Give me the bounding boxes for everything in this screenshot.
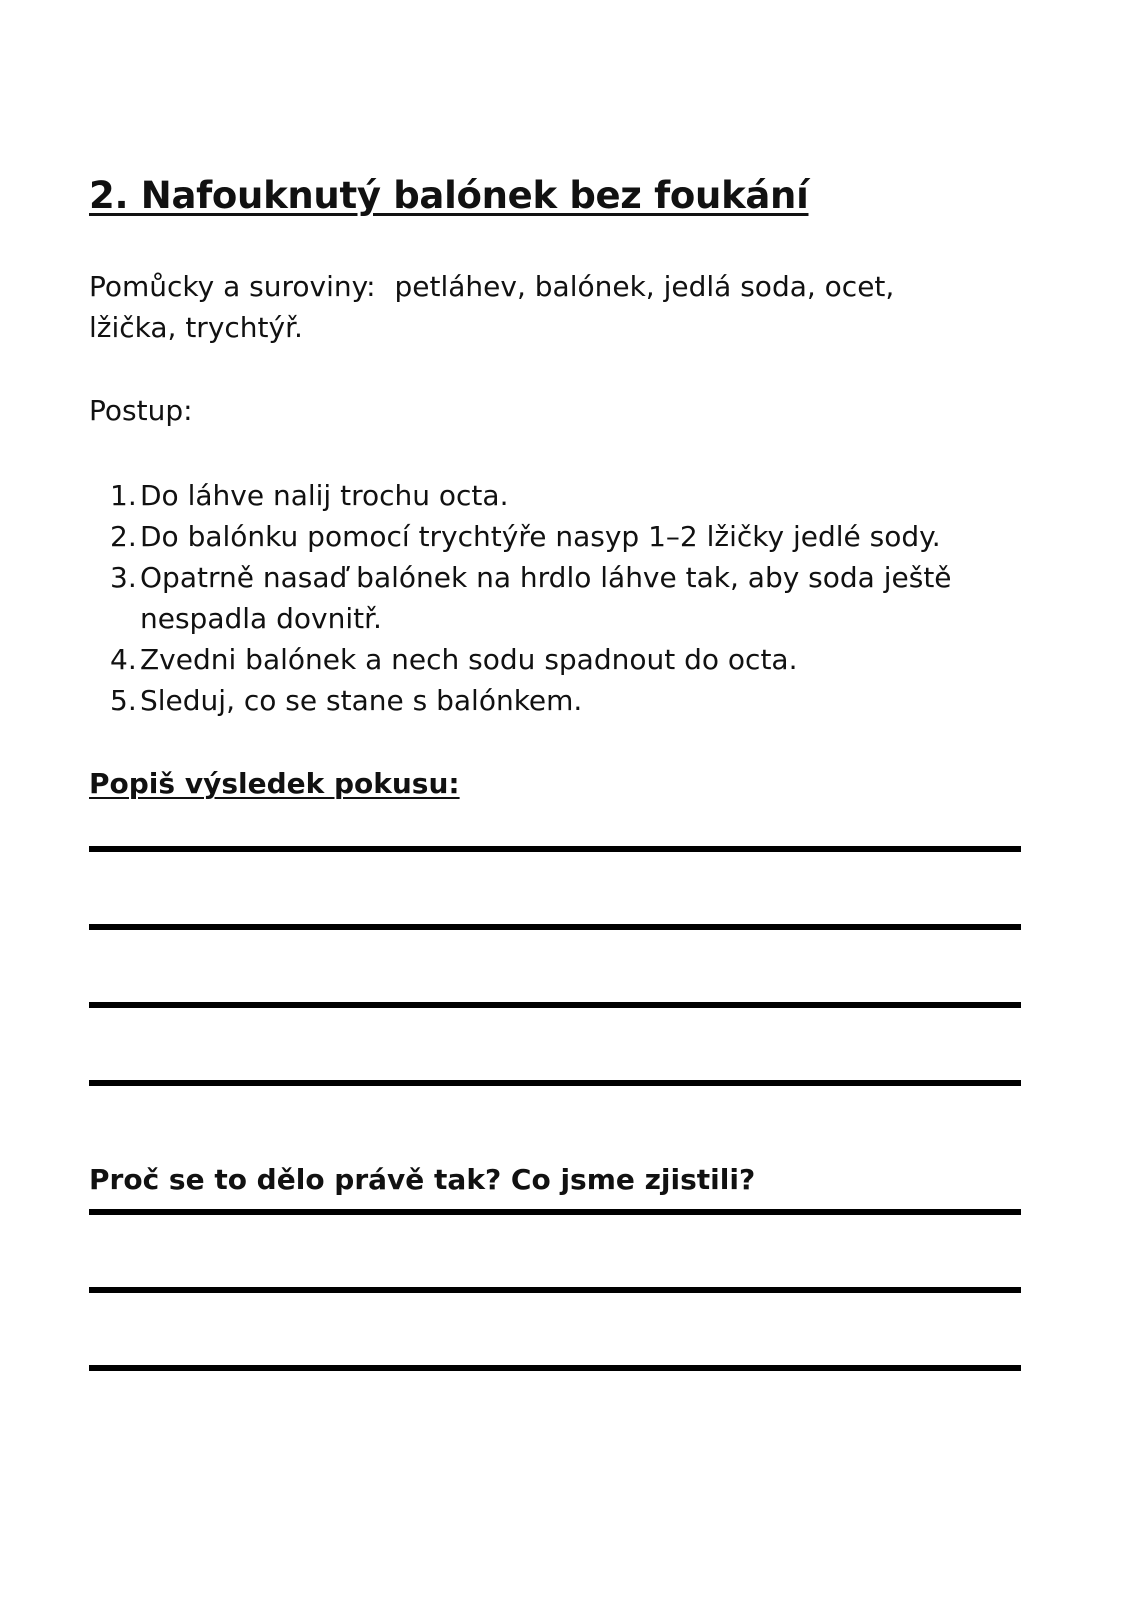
step-text: Do láhve nalij trochu octa. <box>140 479 509 512</box>
result-question: Popiš výsledek pokusu: <box>89 767 460 800</box>
materials-label: Pomůcky a suroviny: <box>89 270 376 303</box>
answer-line[interactable] <box>89 846 1021 852</box>
answer-line[interactable] <box>89 1080 1021 1086</box>
procedure-label: Postup: <box>89 394 193 427</box>
step-number: 2. <box>110 520 137 553</box>
answer-line[interactable] <box>89 1365 1021 1371</box>
step-text: Do balónku pomocí trychtýře nasyp 1–2 lžičky jedlé sody. <box>140 520 941 553</box>
page-title: 2. Nafouknutý balónek bez foukání <box>89 174 809 217</box>
answer-line[interactable] <box>89 1002 1021 1008</box>
materials-paragraph <box>89 266 949 348</box>
step-item <box>110 680 1010 721</box>
step-number: 5. <box>110 684 137 717</box>
step-text: Opatrně nasaď balónek na hrdlo láhve tak, aby soda ještě nespadla dovnitř. <box>140 561 952 635</box>
step-text: Sleduj, co se stane s balónkem. <box>140 684 583 717</box>
step-number: 4. <box>110 643 137 676</box>
answer-line[interactable] <box>89 924 1021 930</box>
step-number: 1. <box>110 479 137 512</box>
procedure-steps <box>110 475 1010 721</box>
step-item <box>110 516 1010 557</box>
step-number: 3. <box>110 561 137 594</box>
step-item <box>110 557 1010 639</box>
step-item <box>110 639 1010 680</box>
materials-list: petláhev, balónek, jedlá soda, ocet, lžička, trychtýř. <box>89 270 895 344</box>
step-item <box>110 475 1010 516</box>
answer-line[interactable] <box>89 1287 1021 1293</box>
answer-line[interactable] <box>89 1209 1021 1215</box>
step-text: Zvedni balónek a nech sodu spadnout do octa. <box>140 643 798 676</box>
explanation-question: Proč se to dělo právě tak? Co jsme zjistili? <box>89 1163 756 1196</box>
